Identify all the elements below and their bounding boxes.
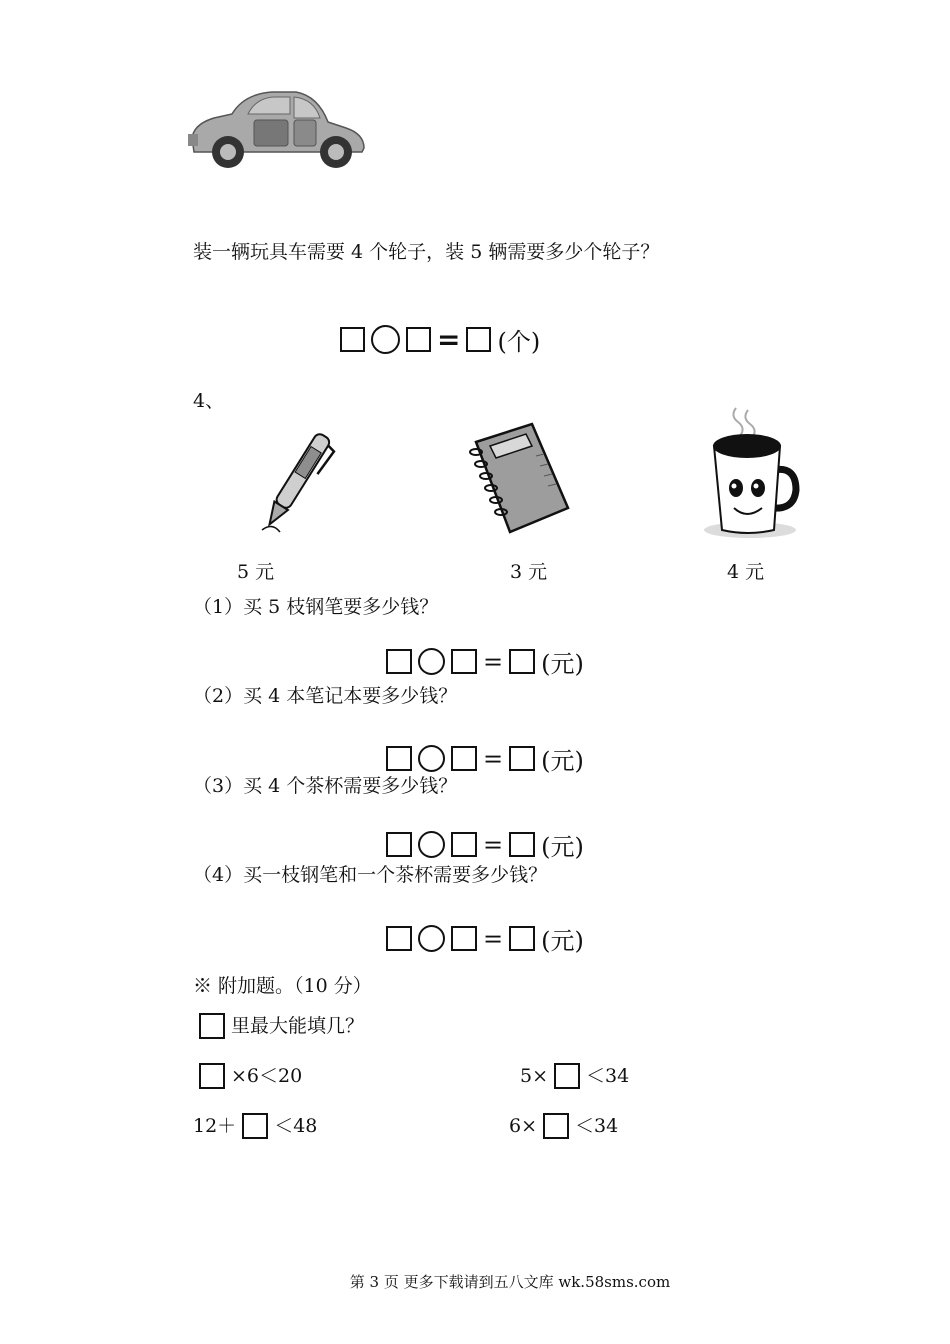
notebook-price: 3 元 [510,561,548,583]
unit-label: (元) [541,650,584,678]
answer-box[interactable] [451,832,477,857]
cup-illustration [700,406,800,540]
q4-sub-2-equation [386,741,584,776]
q4-sub-2-text: （2）买 4 本笔记本要多少钱？ [193,685,458,707]
operator-circle[interactable] [371,325,400,354]
q3-question: 装一辆玩具车需要 4 个轮子，装 5 辆需要多少个轮子？ [193,241,660,263]
unit-label: (个) [497,328,541,356]
operator-circle[interactable] [418,648,445,675]
bonus-title: ※ 附加题。（10 分） [193,975,372,997]
answer-box[interactable] [451,649,477,674]
equals-sign: = [437,323,461,356]
equals-sign: = [483,924,504,953]
answer-box[interactable] [466,327,491,352]
notebook-illustration [466,420,572,538]
bonus-expression-prefix: 5× [520,1064,549,1087]
equals-sign: = [483,647,504,676]
equals-sign: = [483,744,504,773]
answer-box[interactable] [509,832,535,857]
q4-sub-3-equation [386,827,584,862]
answer-box[interactable] [509,926,535,951]
q4-sub-4-equation [386,921,584,956]
answer-box[interactable] [509,746,535,771]
bonus-item-4 [509,1113,618,1139]
answer-box[interactable] [386,649,412,674]
answer-box[interactable] [554,1063,580,1089]
unit-label: (元) [541,833,584,861]
answer-box[interactable] [386,926,412,951]
answer-box[interactable] [509,649,535,674]
operator-circle[interactable] [418,831,445,858]
q4-sub-3-text: （3）买 4 个茶杯需要多少钱？ [193,775,458,797]
unit-label: (元) [541,927,584,955]
bonus-item-1 [199,1063,302,1089]
answer-box[interactable] [386,832,412,857]
bonus-prompt-row [199,1013,364,1039]
bonus-expression: ＜34 [586,1064,630,1087]
bonus-item-3 [193,1113,317,1139]
prompt-box-icon [199,1013,225,1039]
bonus-expression: ＜48 [274,1114,318,1137]
answer-box[interactable] [451,926,477,951]
answer-box[interactable] [242,1113,268,1139]
cup-price: 4 元 [727,561,765,583]
bonus-item-2 [520,1063,629,1089]
answer-box[interactable] [406,327,431,352]
answer-box[interactable] [386,746,412,771]
unit-label: (元) [541,747,584,775]
page-footer: 第 3 页 更多下载请到五八文库 wk.58sms.com [349,1273,671,1291]
operator-circle[interactable] [418,745,445,772]
bonus-prompt: 里最大能填几？ [231,1014,365,1037]
answer-box[interactable] [340,327,365,352]
answer-box[interactable] [543,1113,569,1139]
answer-box[interactable] [451,746,477,771]
bonus-expression: ＜34 [575,1114,619,1137]
pen-price: 5 元 [237,561,275,583]
q4-number: 4、 [193,390,225,412]
bonus-expression-prefix: 12＋ [193,1114,237,1137]
bonus-expression: ×6＜20 [231,1064,303,1087]
operator-circle[interactable] [418,925,445,952]
answer-box[interactable] [199,1063,225,1089]
toy-car-illustration [186,88,368,174]
q4-sub-4-text: （4）买一枝钢笔和一个茶杯需要多少钱？ [193,864,548,886]
equals-sign: = [483,830,504,859]
q4-sub-1-text: （1）买 5 枝钢笔要多少钱？ [193,596,439,618]
pen-illustration [254,424,338,540]
q4-sub-1-equation [386,644,584,679]
bonus-expression-prefix: 6× [509,1114,538,1137]
q3-equation [340,322,540,357]
